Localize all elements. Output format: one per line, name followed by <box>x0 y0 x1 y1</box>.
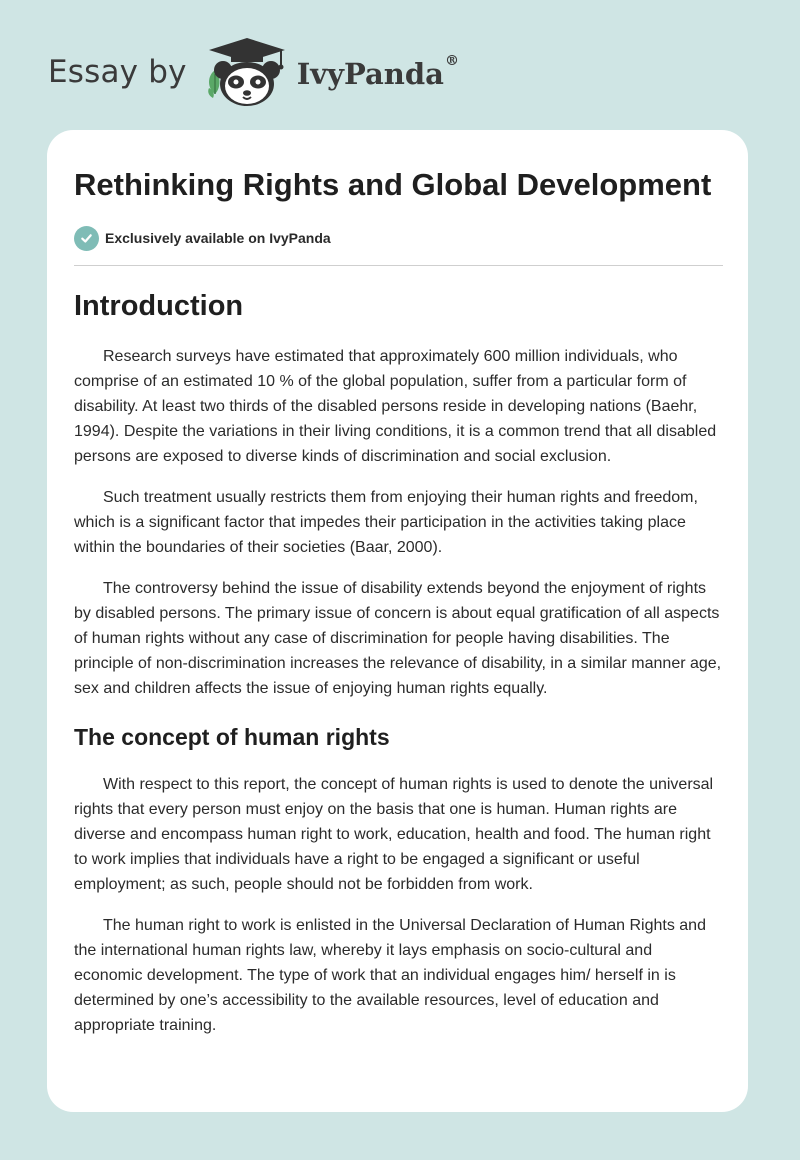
section-heading-introduction: Introduction <box>74 290 244 322</box>
divider <box>74 265 723 266</box>
section-heading-human-rights: The concept of human rights <box>74 724 390 750</box>
paragraph: The human right to work is enlisted in the Universal Declaration of Human Rights and the international human rights law, whereby it lays emphasis on socio-cultural and economic development. The type of work that an individual engages him/ herself in is determined by one’s accessibility to the available resources, level of education and appropriate training. <box>74 917 706 1034</box>
exclusive-text: Exclusively available on IvyPanda <box>105 230 331 246</box>
page-title: Rethinking Rights and Global Development <box>74 167 712 202</box>
site-header <box>48 36 459 108</box>
panda-logo-icon[interactable] <box>201 36 293 108</box>
paragraph: The controversy behind the issue of disability extends beyond the enjoyment of rights by disabled persons. The primary issue of concern is about equal gratification of all aspects of human rights without any case of discrimination for people having disabilities. The principle of non-discrimination increases the relevance of disability, in a similar manner age, sex and children affects the issue of enjoying human rights equally. <box>74 580 722 697</box>
brand-prefix: Essay by <box>48 54 187 90</box>
brand-name-text: IvyPanda <box>296 57 444 91</box>
registered-mark: ® <box>444 53 459 69</box>
essay-card <box>47 130 748 1112</box>
paragraph: Research surveys have estimated that approximately 600 million individuals, who comprise of an estimated 10 % of the global population, suffer from a particular form of disability. At least two thirds of the disabled persons reside in developing nations (Baehr, 1994). Despite the variations in their living conditions, it is a common trend that all disabled persons are exposed to diverse kinds of discrimination and social exclusion. <box>74 348 717 465</box>
paragraph: Such treatment usually restricts them from enjoying their human rights and freedom, which is a significant factor that impedes their participation in the activities taking place within the boundaries of their societies (Baar, 2000). <box>74 489 698 556</box>
brand-name[interactable] <box>296 53 459 91</box>
exclusive-badge <box>74 225 723 251</box>
paragraph: With respect to this report, the concept of human rights is used to denote the universal rights that every person must enjoy on the basis that one is human. Human rights are diverse and encompass human right to work, education, health and food. The human right to work implies that individuals have a right to be engaged a significant or useful employment; as such, people should not be forbidden from work. <box>74 776 714 893</box>
essay-content <box>74 164 723 1038</box>
check-icon <box>74 226 99 251</box>
